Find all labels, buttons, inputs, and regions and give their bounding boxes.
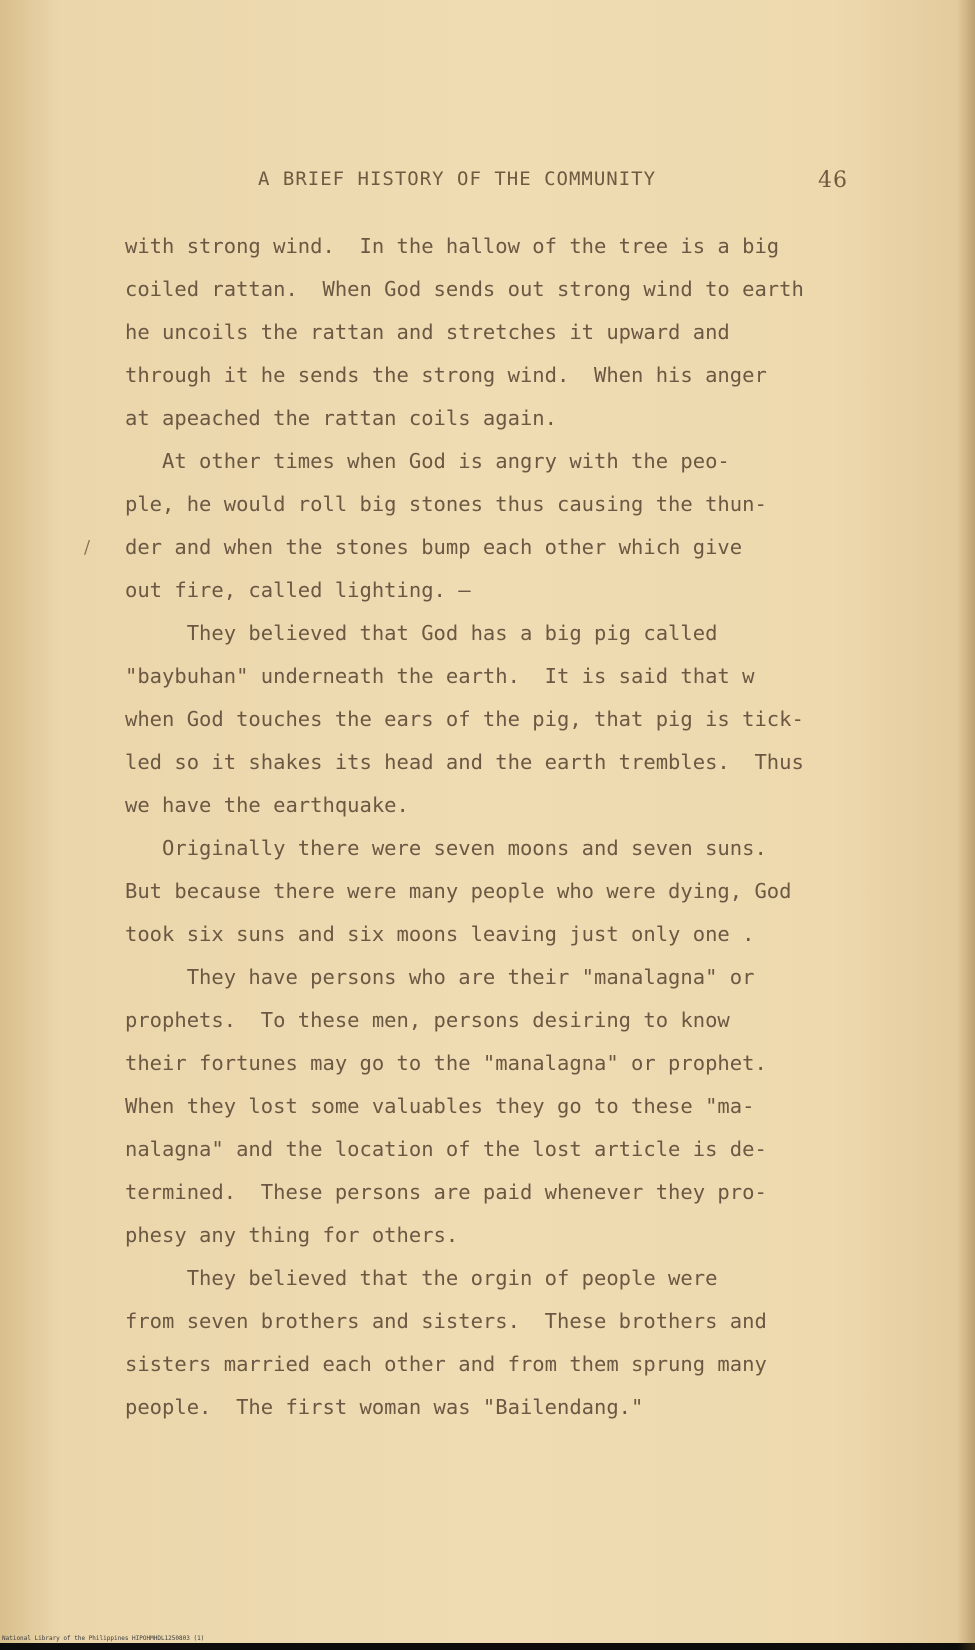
text-line: Originally there were seven moons and seven suns.: [125, 836, 767, 860]
text-line: with strong wind. In the hallow of the tree is a big: [125, 234, 780, 258]
page-number: 46: [818, 168, 848, 193]
text-line: people. The first woman was "Bailendang.": [125, 1395, 644, 1419]
text-line: sisters married each other and from them sprung many: [125, 1352, 767, 1376]
text-line: their fortunes may go to the "manalagna" or prophet.: [125, 1051, 767, 1075]
text-line: took six suns and six moons leaving just only one .: [125, 922, 755, 946]
text-line: nalagna" and the location of the lost article is de-: [125, 1137, 767, 1161]
text-line: termined. These persons are paid whenever they pro-: [125, 1180, 767, 1204]
text-line: through it he sends the strong wind. When his anger: [125, 363, 767, 387]
text-line: They believed that the orgin of people were: [125, 1266, 718, 1290]
text-line: prophets. To these men, persons desiring to know: [125, 1008, 730, 1032]
page-title: A BRIEF HISTORY OF THE COMMUNITY: [258, 168, 657, 190]
text-line: he uncoils the rattan and stretches it upward and: [125, 320, 730, 344]
scan-bottom-strip: [0, 1643, 975, 1650]
text-line: led so it shakes its head and the earth trembles. Thus: [125, 750, 804, 774]
page-header: [258, 168, 848, 198]
text-line: When they lost some valuables they go to these "ma-: [125, 1094, 755, 1118]
text-line: from seven brothers and sisters. These brothers and: [125, 1309, 767, 1333]
text-line: we have the earthquake.: [125, 793, 409, 817]
text-line: when God touches the ears of the pig, that pig is tick-: [125, 707, 804, 731]
text-line: phesy any thing for others.: [125, 1223, 459, 1247]
text-line: der and when the stones bump each other which give: [125, 535, 743, 559]
text-line: But because there were many people who were dying, God: [125, 879, 792, 903]
text-line: at apeached the rattan coils again.: [125, 406, 557, 430]
text-line: out fire, called lighting. —: [125, 578, 471, 602]
text-line: "baybuhan" underneath the earth. It is said that w: [125, 664, 755, 688]
text-line: coiled rattan. When God sends out strong wind to earth: [125, 277, 804, 301]
body-text: [125, 225, 865, 1429]
text-line: They have persons who are their "manalagna" or: [125, 965, 755, 989]
text-line: ple, he would roll big stones thus causing the thun-: [125, 492, 767, 516]
text-line: They believed that God has a big pig called: [125, 621, 718, 645]
margin-pencil-mark: /: [84, 537, 91, 558]
text-line: At other times when God is angry with the peo-: [125, 449, 730, 473]
scan-footer-note: National Library of the Philippines HIPOHMHDL1250803 (1): [2, 1635, 205, 1642]
